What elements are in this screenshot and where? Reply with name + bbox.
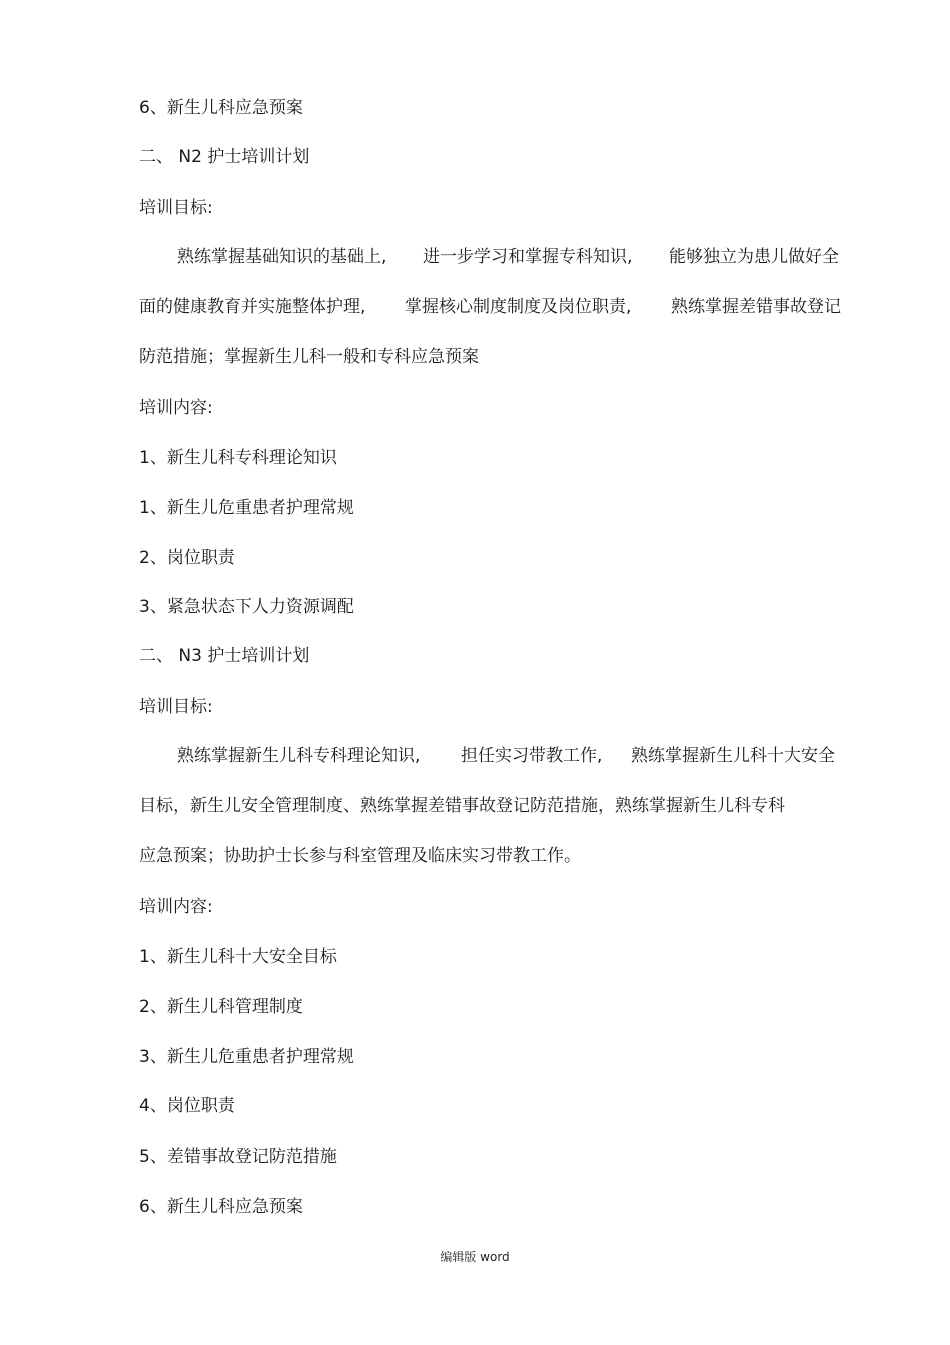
list-item: 4、岗位职责 (139, 1096, 235, 1116)
label-training-goal: 培训目标: (139, 198, 213, 218)
text-segment: 熟练掌握新生儿科十大安全 (631, 746, 835, 766)
paragraph-line: 防范措施；掌握新生儿科一般和专科应急预案 (139, 347, 479, 367)
page-footer: 编辑版 word (440, 1250, 510, 1264)
text-segment: 掌握核心制度制度及岗位职责, (405, 297, 632, 317)
list-item: 2、岗位职责 (139, 548, 235, 568)
paragraph-line (139, 745, 851, 767)
text-segment: 熟练掌握基础知识的基础上, (177, 247, 387, 267)
text-segment: 熟练掌握差错事故登记 (671, 297, 841, 317)
text-segment: 面的健康教育并实施整体护理, (139, 297, 366, 317)
list-item: 2、新生儿科管理制度 (139, 997, 303, 1017)
section-heading-n2: 二、 N2 护士培训计划 (139, 147, 310, 167)
list-item: 1、新生儿危重患者护理常规 (139, 498, 354, 518)
text-segment: 进一步学习和掌握专科知识, (423, 247, 633, 267)
label-training-content: 培训内容: (139, 398, 213, 418)
list-item: 1、新生儿科专科理论知识 (139, 448, 337, 468)
text-segment: 能够独立为患儿做好全 (669, 247, 839, 267)
label-training-content: 培训内容: (139, 897, 213, 917)
section-heading-n3: 二、 N3 护士培训计划 (139, 646, 310, 666)
list-item: 6、新生儿科应急预案 (139, 1197, 303, 1217)
text-segment: 熟练掌握新生儿科专科理论知识, (177, 746, 421, 766)
list-item: 5、差错事故登记防范措施 (139, 1147, 337, 1167)
list-item: 3、紧急状态下人力资源调配 (139, 597, 354, 617)
list-item: 3、新生儿危重患者护理常规 (139, 1047, 354, 1067)
list-item: 1、新生儿科十大安全目标 (139, 947, 337, 967)
paragraph-line: 目标，新生儿安全管理制度、熟练掌握差错事故登记防范措施，熟练掌握新生儿科专科 (139, 796, 785, 816)
list-item: 6、新生儿科应急预案 (139, 98, 303, 118)
text-segment: 担任实习带教工作, (461, 746, 603, 766)
paragraph-line (139, 246, 851, 268)
paragraph-line: 应急预案；协助护士长参与科室管理及临床实习带教工作。 (139, 846, 581, 866)
paragraph-line (139, 296, 851, 318)
label-training-goal: 培训目标: (139, 697, 213, 717)
